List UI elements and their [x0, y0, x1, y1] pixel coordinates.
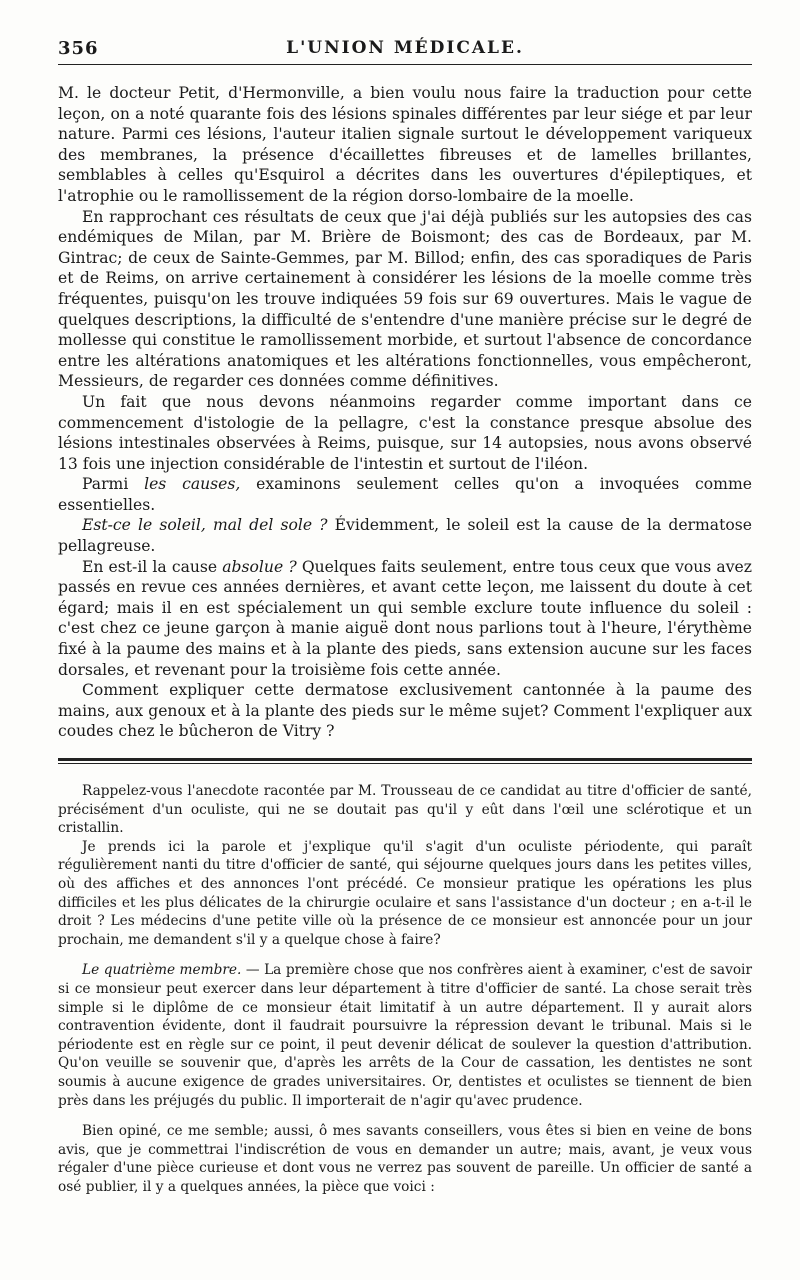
italic-run: les causes,: [144, 475, 241, 494]
paragraph: [58, 557, 752, 681]
paragraph: En rapprochant ces résultats de ceux que j'ai déjà publiés sur les autopsies des cas endémiques de Milan, par M. Brière de Boismont; des cas de Bordeaux, par M. Gintrac; de ceux de Sainte-Gemmes, par M. Billod; enfin, des cas sporadiques de Paris et de Reims, on arrive certainement à considérer les lésions de la moelle comme très fréquentes, puisqu'on les trouve indiquées 59 fois sur 69 ouvertures. Mais le vague de quelques descriptions, la difficulté de s'entendre d'une manière précise sur le degré de mollesse qui constitue le ramollissement morbide, et surtout l'absence de concordance entre les altérations anatomiques et les altérations fonctionnelles, vous empêcheront, Messieurs, de regarder ces données comme définitives.: [58, 207, 752, 391]
running-title: L'UNION MÉDICALE.: [286, 38, 524, 58]
text-run: Quelques faits seulement, entre tous ceux que vous avez passés en revue ces années dernières, et avant cette leçon, me laissent du doute à cet égard; mais il en est spécialement un qui semble exclure toute influence du soleil : c'est chez ce jeune garçon à manie aiguë dont nous parlions tout à l'heure, l'érythème fixé à la paume des mains et à la plante des pieds, sans extension aucune sur les faces dorsales, et revenant pour la troisième fois cette année.: [58, 557, 752, 679]
paragraph: Comment expliquer cette dermatose exclusivement cantonnée à la paume des mains, aux genoux et à la plante des pieds sur le même sujet? Comment l'expliquer aux coudes chez le bûcheron de Vitry ?: [58, 681, 752, 741]
paragraph: Rappelez-vous l'anecdote racontée par M. Trousseau de ce candidat au titre d'officier de santé, précisément d'un oculiste, qui ne se doutait pas qu'il y eût dans l'œil une sclérotique et un cristallin.: [58, 783, 752, 837]
text-run: — La première chose que nos confrères aient à examiner, c'est de savoir si ce monsieur peut exercer dans leur département à titre d'officier de santé. La chose serait très simple si le diplôme de ce monsieur était limitatif à un autre département. Il y aurait alors contravention évidente, dont il faudrait poursuivre la répression devant le tribunal. Mais si le périodente est en règle sur ce point, il peut devenir délicat de soulever la question d'attribution. Qu'on veuille se souvenir que, d'après les arrêts de la Cour de cassation, les dentistes ne sont soumis à aucune exigence de grades universitaires. Or, dentistes et oculistes se tiennent de bien près dans les préjugés du public. Il importerait de n'agir qu'avec prudence.: [58, 962, 752, 1109]
main-text: [58, 83, 752, 742]
text-run: Parmi: [82, 475, 145, 494]
text-run: En est-il la cause: [82, 557, 223, 576]
paragraph: Un fait que nous devons néanmoins regarder comme important dans ce commencement d'istologie de la pellagre, c'est la constance presque absolue des lésions intestinales observées à Reims, puisque, sur 14 autopsies, nous avons observé 13 fois une injection considérable de l'intestin et surtout de l'iléon.: [58, 392, 752, 473]
page-header: [58, 30, 752, 65]
paragraph: [58, 961, 752, 1110]
paragraph: Bien opiné, ce me semble; aussi, ô mes savants conseillers, vous êtes si bien en veine de bons avis, que je commettrai l'indiscrétion de vous en demander un autre; mais, avant, je veux vous régaler d'une pièce curieuse et dont vous ne verrez pas souvent de pareille. Un officier de santé a osé publier, il y a quelques années, la pièce que voici :: [58, 1123, 752, 1195]
italic-run: absolue ?: [222, 557, 297, 576]
italic-run: Le quatrième membre.: [82, 962, 242, 979]
section-divider: [58, 758, 752, 764]
text-run: examinons seulement celles qu'on a invoquées comme essentielles.: [58, 475, 752, 514]
feuilleton-text: [58, 782, 752, 1196]
paragraph: [58, 474, 752, 515]
paragraph: [58, 515, 752, 556]
paragraph: M. le docteur Petit, d'Hermonville, a bien voulu nous faire la traduction pour cette leçon, on a noté quarante fois des lésions spinales différentes par leur siége et par leur nature. Parmi ces lésions, l'auteur italien signale surtout le développement variqueux des membranes, la présence d'écaillettes fibreuses et de lamelles brillantes, semblables à celles qu'Esquirol a décrites dans les ouvertures d'épileptiques, et l'atrophie ou le ramollissement de la région dorso-lombaire de la moelle.: [58, 84, 752, 205]
text-run: Évidemment, le soleil est la cause de la dermatose pellagreuse.: [58, 516, 752, 556]
paragraph: Je prends ici la parole et j'explique qu'il s'agit d'un oculiste périodente, qui paraît régulièrement nanti du titre d'officier de santé, qui séjourne quelques jours dans les petites villes, où des affiches et des annonces l'ont précédé. Ce monsieur pratique les opérations les plus difficiles et les plus délicates de la chirurgie oculaire et sans l'assistance d'un docteur ; en a-t-il le droit ? Les médecins d'une petite ville où la présence de ce monsieur est annoncée pour un jour prochain, me demandent s'il y a quelque chose à faire?: [58, 838, 752, 948]
page-number: 356: [58, 38, 99, 59]
italic-run: Est-ce le soleil, mal del sole ?: [82, 516, 328, 535]
